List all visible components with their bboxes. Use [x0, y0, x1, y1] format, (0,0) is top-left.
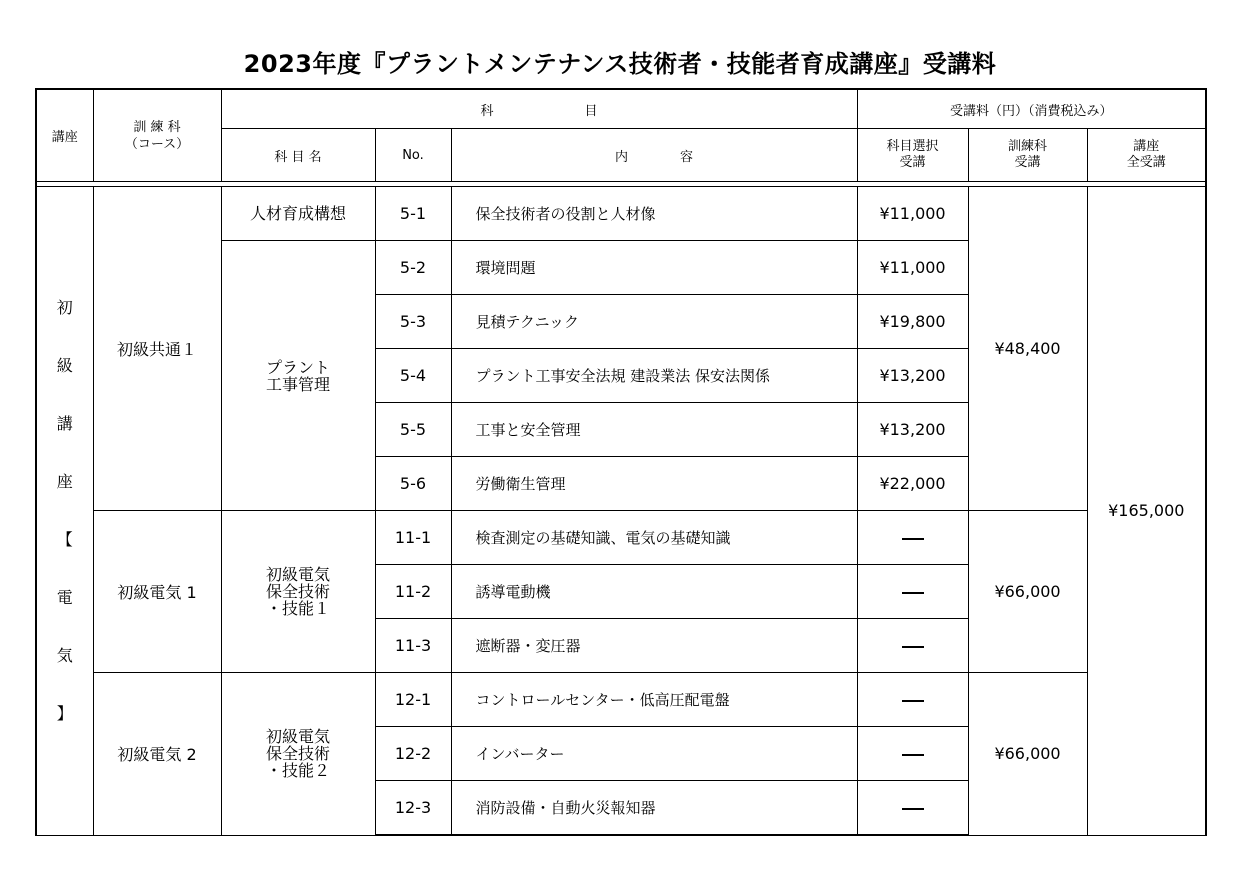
kouza-label	[36, 187, 93, 836]
header-course: 訓 練 科 （コース）	[93, 89, 221, 182]
header-content: 内 容	[451, 129, 857, 182]
dash-mark	[902, 538, 924, 540]
course-fee: ¥66,000	[968, 511, 1087, 673]
row-select-fee: ¥11,000	[857, 187, 968, 241]
row-no: 5-5	[375, 403, 451, 457]
course-name: 初級共通１	[93, 187, 221, 511]
header-select-fee: 科目選択 受講	[857, 129, 968, 182]
row-no: 5-1	[375, 187, 451, 241]
header-kamoku: 科 目	[221, 89, 857, 129]
course-name: 初級電気 2	[93, 673, 221, 836]
header-fee-group: 受講料（円）（消費税込み）	[857, 89, 1206, 129]
row-no: 12-1	[375, 673, 451, 727]
row-select-fee	[857, 673, 968, 727]
row-select-fee	[857, 565, 968, 619]
subject-name: 人材育成構想	[221, 187, 375, 241]
course-fee: ¥48,400	[968, 187, 1087, 511]
row-select-fee: ¥13,200	[857, 349, 968, 403]
dash-mark	[902, 700, 924, 702]
row-no: 11-3	[375, 619, 451, 673]
kouza-label-char: 】	[56, 703, 73, 723]
row-content: 消防設備・自動火災報知器	[451, 781, 857, 836]
row-no: 5-4	[375, 349, 451, 403]
row-content: 検査測定の基礎知識、電気の基礎知識	[451, 511, 857, 565]
table-row	[36, 673, 1206, 727]
course-name: 初級電気 1	[93, 511, 221, 673]
row-select-fee: ¥13,200	[857, 403, 968, 457]
kouza-label-char: 座	[56, 471, 73, 491]
row-select-fee	[857, 619, 968, 673]
row-no: 11-1	[375, 511, 451, 565]
row-select-fee: ¥11,000	[857, 241, 968, 295]
subject-name: プラント 工事管理	[221, 241, 375, 511]
row-content: プラント工事安全法規 建設業法 保安法関係	[451, 349, 857, 403]
row-content: 労働衛生管理	[451, 457, 857, 511]
course-fee: ¥66,000	[968, 673, 1087, 836]
fee-table	[35, 88, 1207, 836]
kouza-label-char: 初	[56, 297, 73, 317]
row-content: 保全技術者の役割と人材像	[451, 187, 857, 241]
header-kouza: 講座	[36, 89, 93, 182]
row-content: 環境問題	[451, 241, 857, 295]
row-content: インバーター	[451, 727, 857, 781]
row-select-fee: ¥22,000	[857, 457, 968, 511]
kouza-label-char: 級	[56, 355, 73, 375]
full-fee: ¥165,000	[1087, 187, 1206, 836]
header-no: No.	[375, 129, 451, 182]
row-no: 5-2	[375, 241, 451, 295]
row-no: 11-2	[375, 565, 451, 619]
kouza-label-char: 【	[56, 529, 73, 549]
table-row	[36, 187, 1206, 241]
row-no: 5-3	[375, 295, 451, 349]
row-select-fee	[857, 781, 968, 836]
subject-name: 初級電気 保全技術 ・技能２	[221, 673, 375, 836]
dash-mark	[902, 754, 924, 756]
header-subject-name: 科 目 名	[221, 129, 375, 182]
dash-mark	[902, 646, 924, 648]
dash-mark	[902, 592, 924, 594]
kouza-label-char: 気	[56, 645, 73, 665]
page-title: 2023年度『プラントメンテナンス技術者・技能者育成講座』受講料	[243, 50, 997, 78]
row-content: 工事と安全管理	[451, 403, 857, 457]
row-select-fee	[857, 727, 968, 781]
row-content: コントロールセンター・低高圧配電盤	[451, 673, 857, 727]
subject-name: 初級電気 保全技術 ・技能１	[221, 511, 375, 673]
header-course-fee: 訓練科 受講	[968, 129, 1087, 182]
row-select-fee: ¥19,800	[857, 295, 968, 349]
row-select-fee	[857, 511, 968, 565]
row-content: 見積テクニック	[451, 295, 857, 349]
kouza-label-char: 講	[56, 413, 73, 433]
row-no: 5-6	[375, 457, 451, 511]
row-content: 遮断器・変圧器	[451, 619, 857, 673]
row-no: 12-2	[375, 727, 451, 781]
header-full-fee: 講座 全受講	[1087, 129, 1206, 182]
row-no: 12-3	[375, 781, 451, 836]
row-content: 誘導電動機	[451, 565, 857, 619]
dash-mark	[902, 808, 924, 810]
kouza-label-char: 電	[56, 587, 73, 607]
table-row	[36, 511, 1206, 565]
